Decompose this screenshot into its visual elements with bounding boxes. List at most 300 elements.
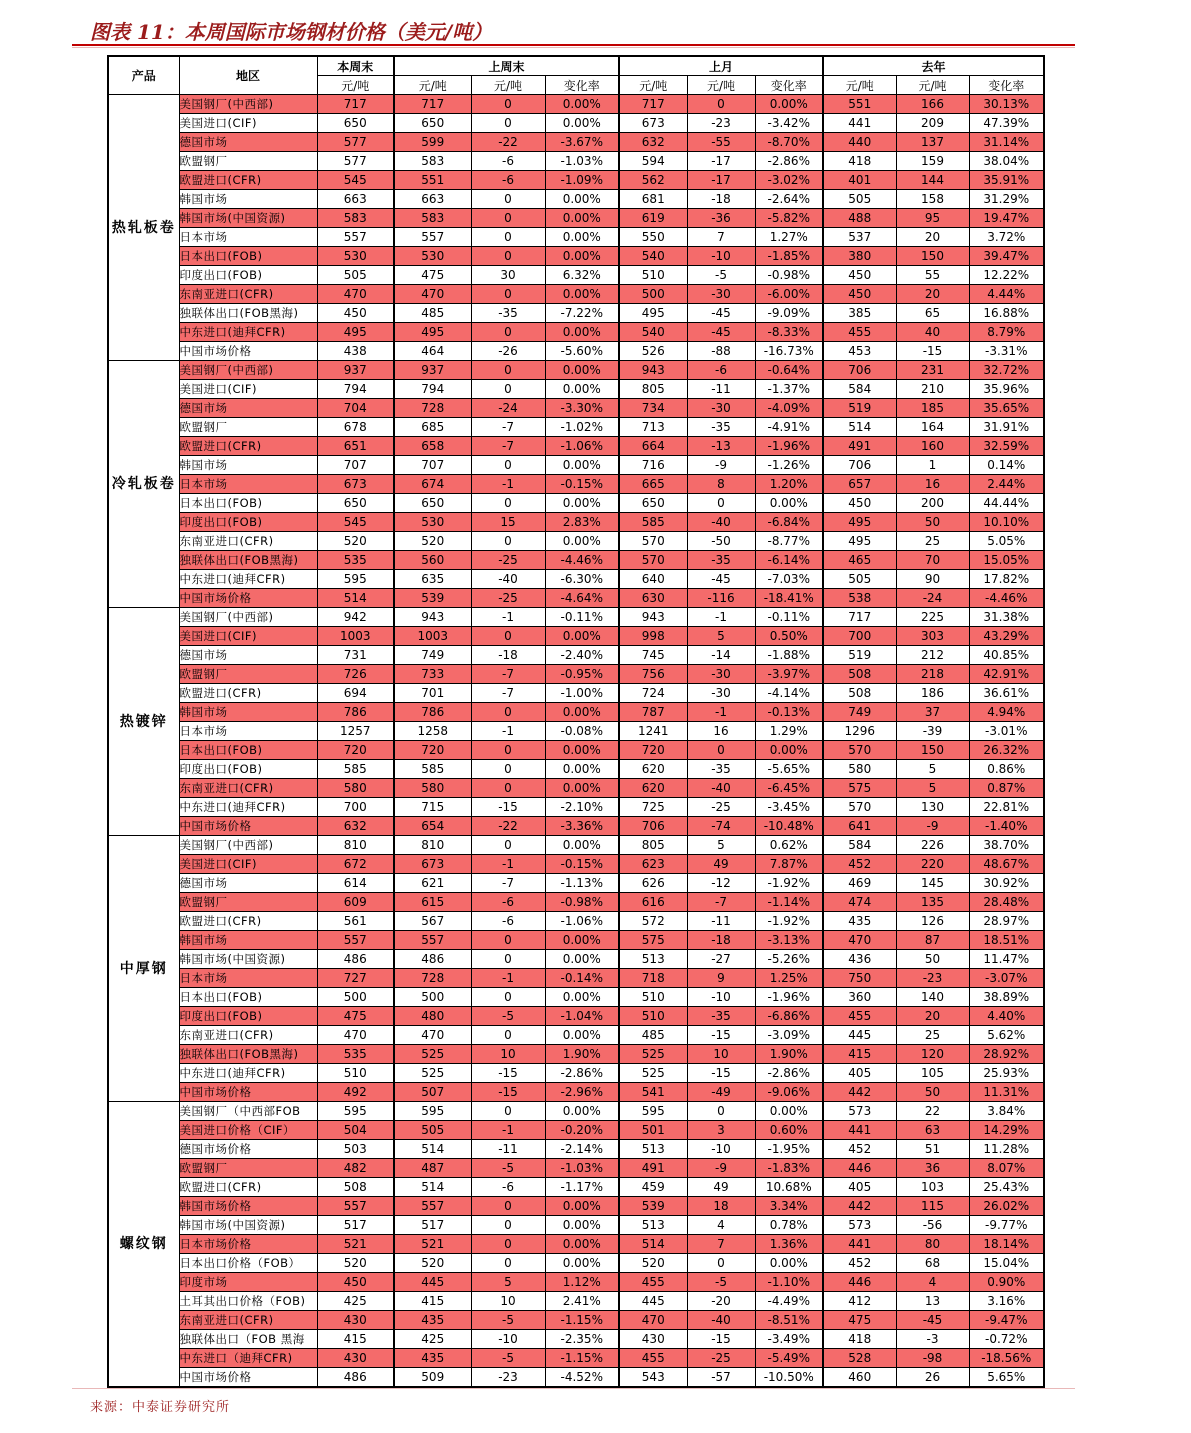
- table-row: [108, 703, 1044, 722]
- last-year-diff: 80: [896, 1235, 969, 1254]
- last-week-diff: -7: [471, 418, 545, 437]
- last-year-rate: 4.94%: [969, 703, 1044, 722]
- this-week-price: 425: [317, 1292, 394, 1311]
- last-week-diff: 0: [471, 627, 545, 646]
- last-week-price: 943: [394, 608, 471, 627]
- region-cell: 独联体出口(FOB黑海): [179, 1045, 317, 1064]
- region-cell: 韩国市场(中国资源): [179, 950, 317, 969]
- region-cell: 独联体出口(FOB黑海): [179, 551, 317, 570]
- this-week-price: 577: [317, 152, 394, 171]
- region-cell: 欧盟进口(CFR): [179, 1178, 317, 1197]
- last-month-diff: -7: [687, 893, 755, 912]
- last-month-rate: -4.49%: [755, 1292, 823, 1311]
- region-cell: 东南亚进口(CFR): [179, 532, 317, 551]
- last-week-price: 425: [394, 1330, 471, 1349]
- last-month-diff: 4: [687, 1216, 755, 1235]
- last-month-diff: -17: [687, 171, 755, 190]
- last-week-rate: 1.12%: [545, 1273, 619, 1292]
- last-week-diff: -1: [471, 475, 545, 494]
- last-year-rate: 26.32%: [969, 741, 1044, 760]
- table-row: [108, 855, 1044, 874]
- last-year-price: 405: [823, 1178, 896, 1197]
- last-month-rate: -3.97%: [755, 665, 823, 684]
- last-month-diff: 5: [687, 627, 755, 646]
- last-week-diff: -6: [471, 893, 545, 912]
- last-month-rate: 1.90%: [755, 1045, 823, 1064]
- last-year-diff: 40: [896, 323, 969, 342]
- last-year-diff: 87: [896, 931, 969, 950]
- last-year-price: 469: [823, 874, 896, 893]
- table-row: [108, 551, 1044, 570]
- last-week-diff: 0: [471, 836, 545, 855]
- last-year-diff: 36: [896, 1159, 969, 1178]
- last-year-diff: 70: [896, 551, 969, 570]
- last-month-price: 664: [619, 437, 687, 456]
- title-rule: [72, 44, 1075, 46]
- last-week-diff: 0: [471, 323, 545, 342]
- this-week-price: 717: [317, 95, 394, 114]
- last-year-diff: 303: [896, 627, 969, 646]
- this-week-price: 492: [317, 1083, 394, 1102]
- region-cell: 德国市场: [179, 874, 317, 893]
- this-week-price: 694: [317, 684, 394, 703]
- last-week-diff: 10: [471, 1292, 545, 1311]
- last-year-diff: 95: [896, 209, 969, 228]
- region-cell: 印度出口(FOB): [179, 266, 317, 285]
- last-week-diff: -35: [471, 304, 545, 323]
- this-week-price: 673: [317, 475, 394, 494]
- last-month-diff: 7: [687, 228, 755, 247]
- region-cell: 东南亚进口(CFR): [179, 1026, 317, 1045]
- last-week-diff: -22: [471, 133, 545, 152]
- table-row: [108, 513, 1044, 532]
- last-month-rate: -6.86%: [755, 1007, 823, 1026]
- last-month-rate: -5.26%: [755, 950, 823, 969]
- last-month-price: 595: [619, 1102, 687, 1121]
- last-year-rate: -4.46%: [969, 589, 1044, 608]
- table-row: [108, 380, 1044, 399]
- last-year-rate: 16.88%: [969, 304, 1044, 323]
- last-week-rate: 0.00%: [545, 1254, 619, 1273]
- region-cell: 东南亚进口(CFR): [179, 1311, 317, 1330]
- region-cell: 韩国市场: [179, 190, 317, 209]
- last-year-rate: -9.77%: [969, 1216, 1044, 1235]
- last-month-price: 485: [619, 1026, 687, 1045]
- last-year-rate: 3.16%: [969, 1292, 1044, 1311]
- table-row: [108, 570, 1044, 589]
- last-week-rate: 2.41%: [545, 1292, 619, 1311]
- header-region: 地区: [179, 56, 317, 95]
- last-year-price: 749: [823, 703, 896, 722]
- last-week-price: 650: [394, 494, 471, 513]
- last-week-price: 525: [394, 1045, 471, 1064]
- last-week-price: 505: [394, 1121, 471, 1140]
- last-year-rate: 44.44%: [969, 494, 1044, 513]
- last-week-rate: 0.00%: [545, 456, 619, 475]
- last-month-price: 594: [619, 152, 687, 171]
- last-month-diff: -36: [687, 209, 755, 228]
- last-month-rate: 1.29%: [755, 722, 823, 741]
- last-week-diff: 0: [471, 1026, 545, 1045]
- this-week-price: 415: [317, 1330, 394, 1349]
- table-row: [108, 342, 1044, 361]
- region-cell: 中国市场价格: [179, 1083, 317, 1102]
- last-year-diff: 160: [896, 437, 969, 456]
- this-week-price: 727: [317, 969, 394, 988]
- last-month-diff: -15: [687, 1330, 755, 1349]
- table-row: [108, 171, 1044, 190]
- last-year-diff: 16: [896, 475, 969, 494]
- table-row: [108, 1216, 1044, 1235]
- last-week-rate: 0.00%: [545, 779, 619, 798]
- last-week-rate: -2.35%: [545, 1330, 619, 1349]
- header-unit: 元/吨: [687, 76, 755, 95]
- last-month-rate: -3.09%: [755, 1026, 823, 1045]
- last-week-diff: 0: [471, 1197, 545, 1216]
- this-week-price: 486: [317, 950, 394, 969]
- last-month-price: 513: [619, 1140, 687, 1159]
- last-month-rate: -5.82%: [755, 209, 823, 228]
- last-week-rate: -0.14%: [545, 969, 619, 988]
- last-month-diff: -50: [687, 532, 755, 551]
- region-cell: 中国市场价格: [179, 1368, 317, 1388]
- product-category: 热镀锌: [108, 608, 179, 836]
- last-week-price: 415: [394, 1292, 471, 1311]
- last-year-diff: -98: [896, 1349, 969, 1368]
- last-week-price: 530: [394, 513, 471, 532]
- last-month-price: 623: [619, 855, 687, 874]
- table-row: [108, 304, 1044, 323]
- last-month-price: 805: [619, 836, 687, 855]
- last-year-price: 750: [823, 969, 896, 988]
- table-row: [108, 1026, 1044, 1045]
- last-month-price: 616: [619, 893, 687, 912]
- source-rule: [72, 1388, 1075, 1389]
- last-week-diff: -26: [471, 342, 545, 361]
- table-row: [108, 722, 1044, 741]
- last-month-price: 513: [619, 950, 687, 969]
- last-week-diff: 0: [471, 114, 545, 133]
- last-year-diff: -24: [896, 589, 969, 608]
- last-week-price: 475: [394, 266, 471, 285]
- last-year-rate: 15.04%: [969, 1254, 1044, 1273]
- this-week-price: 530: [317, 247, 394, 266]
- region-cell: 欧盟钢厂: [179, 418, 317, 437]
- last-month-diff: 0: [687, 494, 755, 513]
- last-year-price: 452: [823, 855, 896, 874]
- last-year-diff: -9: [896, 817, 969, 836]
- this-week-price: 504: [317, 1121, 394, 1140]
- last-month-diff: -45: [687, 304, 755, 323]
- table-row: [108, 779, 1044, 798]
- last-week-rate: -1.17%: [545, 1178, 619, 1197]
- last-month-diff: -27: [687, 950, 755, 969]
- last-year-price: 1296: [823, 722, 896, 741]
- last-week-price: 595: [394, 1102, 471, 1121]
- table-row: [108, 760, 1044, 779]
- table-row: [108, 1178, 1044, 1197]
- last-year-rate: 38.70%: [969, 836, 1044, 855]
- last-week-diff: 0: [471, 380, 545, 399]
- table-row: [108, 1102, 1044, 1121]
- last-year-price: 505: [823, 190, 896, 209]
- this-week-price: 482: [317, 1159, 394, 1178]
- header-change-rate: 变化率: [545, 76, 619, 95]
- header-product: 产品: [108, 56, 179, 95]
- last-week-rate: 0.00%: [545, 361, 619, 380]
- last-week-rate: -1.06%: [545, 437, 619, 456]
- title-rule-thin: [72, 47, 1075, 48]
- last-month-diff: -18: [687, 931, 755, 950]
- header-unit: 元/吨: [896, 76, 969, 95]
- region-cell: 韩国市场(中国资源): [179, 209, 317, 228]
- region-cell: 欧盟进口(CFR): [179, 912, 317, 931]
- last-month-diff: -25: [687, 798, 755, 817]
- last-week-diff: -6: [471, 171, 545, 190]
- last-week-rate: -2.14%: [545, 1140, 619, 1159]
- last-month-diff: -15: [687, 1026, 755, 1045]
- last-month-diff: 16: [687, 722, 755, 741]
- last-year-price: 452: [823, 1140, 896, 1159]
- table-row: [108, 1349, 1044, 1368]
- last-week-diff: -5: [471, 1349, 545, 1368]
- last-year-price: 474: [823, 893, 896, 912]
- last-week-rate: 2.83%: [545, 513, 619, 532]
- header-change-rate: 变化率: [755, 76, 823, 95]
- last-year-diff: 55: [896, 266, 969, 285]
- last-year-rate: 28.48%: [969, 893, 1044, 912]
- last-year-diff: 103: [896, 1178, 969, 1197]
- last-month-rate: 0.78%: [755, 1216, 823, 1235]
- last-year-diff: 135: [896, 893, 969, 912]
- last-year-rate: 18.51%: [969, 931, 1044, 950]
- last-year-diff: 65: [896, 304, 969, 323]
- table-body: [108, 95, 1044, 1388]
- last-year-price: 519: [823, 646, 896, 665]
- region-cell: 日本出口(FOB): [179, 494, 317, 513]
- last-week-diff: 0: [471, 1102, 545, 1121]
- last-week-rate: -1.03%: [545, 152, 619, 171]
- last-month-price: 525: [619, 1045, 687, 1064]
- table-row: [108, 950, 1044, 969]
- this-week-price: 937: [317, 361, 394, 380]
- table-row: [108, 684, 1044, 703]
- table-row: [108, 437, 1044, 456]
- last-year-rate: 11.31%: [969, 1083, 1044, 1102]
- last-year-rate: 8.07%: [969, 1159, 1044, 1178]
- last-month-price: 718: [619, 969, 687, 988]
- this-week-price: 450: [317, 304, 394, 323]
- last-week-price: 794: [394, 380, 471, 399]
- last-month-price: 470: [619, 1311, 687, 1330]
- last-year-diff: 231: [896, 361, 969, 380]
- last-week-rate: 0.00%: [545, 1102, 619, 1121]
- table-row: [108, 285, 1044, 304]
- last-week-price: 520: [394, 1254, 471, 1273]
- last-week-rate: -5.60%: [545, 342, 619, 361]
- last-month-diff: -11: [687, 912, 755, 931]
- last-year-rate: 35.96%: [969, 380, 1044, 399]
- table-row: [108, 1064, 1044, 1083]
- this-week-price: 580: [317, 779, 394, 798]
- region-cell: 德国市场: [179, 133, 317, 152]
- last-year-diff: 50: [896, 513, 969, 532]
- this-week-price: 704: [317, 399, 394, 418]
- last-month-diff: -45: [687, 323, 755, 342]
- region-cell: 美国进口价格（CIF）: [179, 1121, 317, 1140]
- table-row: [108, 912, 1044, 931]
- last-year-rate: 31.29%: [969, 190, 1044, 209]
- region-cell: 日本出口(FOB): [179, 741, 317, 760]
- this-week-price: 503: [317, 1140, 394, 1159]
- last-week-rate: 0.00%: [545, 494, 619, 513]
- source-note: 来源：中泰证券研究所: [90, 1400, 231, 1415]
- last-year-price: 455: [823, 1007, 896, 1026]
- last-year-diff: 212: [896, 646, 969, 665]
- last-year-rate: 5.65%: [969, 1368, 1044, 1388]
- region-cell: 美国进口(CIF): [179, 627, 317, 646]
- last-year-rate: 14.29%: [969, 1121, 1044, 1140]
- last-year-diff: 5: [896, 760, 969, 779]
- table-row: [108, 1007, 1044, 1026]
- last-month-diff: -30: [687, 399, 755, 418]
- last-month-price: 510: [619, 1007, 687, 1026]
- table-row: [108, 893, 1044, 912]
- last-month-diff: -5: [687, 1273, 755, 1292]
- last-week-rate: 0.00%: [545, 114, 619, 133]
- last-year-rate: 36.61%: [969, 684, 1044, 703]
- last-year-diff: 68: [896, 1254, 969, 1273]
- last-week-diff: -23: [471, 1368, 545, 1388]
- last-year-diff: 200: [896, 494, 969, 513]
- last-week-price: 720: [394, 741, 471, 760]
- table-row: [108, 1292, 1044, 1311]
- table-row: [108, 399, 1044, 418]
- last-month-diff: -45: [687, 570, 755, 589]
- last-year-price: 573: [823, 1102, 896, 1121]
- region-cell: 欧盟钢厂: [179, 152, 317, 171]
- last-week-diff: 15: [471, 513, 545, 532]
- last-year-price: 446: [823, 1159, 896, 1178]
- last-year-diff: -45: [896, 1311, 969, 1330]
- last-week-rate: 0.00%: [545, 627, 619, 646]
- last-month-diff: -74: [687, 817, 755, 836]
- last-week-price: 509: [394, 1368, 471, 1388]
- last-year-rate: 28.92%: [969, 1045, 1044, 1064]
- this-week-price: 475: [317, 1007, 394, 1026]
- last-year-diff: 137: [896, 133, 969, 152]
- last-week-diff: 0: [471, 950, 545, 969]
- last-week-rate: 6.32%: [545, 266, 619, 285]
- last-month-price: 510: [619, 266, 687, 285]
- this-week-price: 470: [317, 1026, 394, 1045]
- last-year-diff: 159: [896, 152, 969, 171]
- last-week-diff: -22: [471, 817, 545, 836]
- last-month-rate: -5.65%: [755, 760, 823, 779]
- region-cell: 韩国市场: [179, 456, 317, 475]
- last-month-price: 716: [619, 456, 687, 475]
- last-week-price: 673: [394, 855, 471, 874]
- last-month-diff: 49: [687, 1178, 755, 1197]
- last-week-diff: -1: [471, 608, 545, 627]
- header-this-week: 本周末: [317, 56, 394, 76]
- last-week-diff: -5: [471, 1311, 545, 1330]
- last-year-rate: 17.82%: [969, 570, 1044, 589]
- last-year-diff: -3: [896, 1330, 969, 1349]
- last-week-rate: -2.10%: [545, 798, 619, 817]
- last-month-price: 562: [619, 171, 687, 190]
- last-week-rate: 0.00%: [545, 741, 619, 760]
- last-month-price: 673: [619, 114, 687, 133]
- last-year-rate: 0.87%: [969, 779, 1044, 798]
- last-week-rate: 1.90%: [545, 1045, 619, 1064]
- last-week-rate: -0.98%: [545, 893, 619, 912]
- table-row: [108, 817, 1044, 836]
- last-month-diff: 0: [687, 741, 755, 760]
- table-row: [108, 95, 1044, 114]
- table-row: [108, 589, 1044, 608]
- last-week-price: 663: [394, 190, 471, 209]
- last-year-price: 405: [823, 1064, 896, 1083]
- last-month-rate: -6.14%: [755, 551, 823, 570]
- last-week-price: 470: [394, 285, 471, 304]
- last-week-rate: 0.00%: [545, 532, 619, 551]
- last-month-price: 585: [619, 513, 687, 532]
- last-month-diff: 0: [687, 1102, 755, 1121]
- table-row: [108, 988, 1044, 1007]
- last-year-diff: 4: [896, 1273, 969, 1292]
- region-cell: 德国市场: [179, 646, 317, 665]
- last-year-diff: 25: [896, 532, 969, 551]
- last-week-price: 1003: [394, 627, 471, 646]
- last-year-rate: 3.72%: [969, 228, 1044, 247]
- last-year-rate: 35.65%: [969, 399, 1044, 418]
- last-year-price: 470: [823, 931, 896, 950]
- this-week-price: 521: [317, 1235, 394, 1254]
- this-week-price: 535: [317, 1045, 394, 1064]
- last-week-rate: -1.06%: [545, 912, 619, 931]
- last-year-diff: 90: [896, 570, 969, 589]
- last-year-diff: 210: [896, 380, 969, 399]
- region-cell: 日本出口(FOB): [179, 247, 317, 266]
- region-cell: 韩国市场: [179, 703, 317, 722]
- last-month-rate: -0.64%: [755, 361, 823, 380]
- region-cell: 日本市场价格: [179, 1235, 317, 1254]
- last-month-rate: -9.06%: [755, 1083, 823, 1102]
- last-year-diff: 225: [896, 608, 969, 627]
- this-week-price: 609: [317, 893, 394, 912]
- this-week-price: 577: [317, 133, 394, 152]
- last-month-rate: -0.11%: [755, 608, 823, 627]
- last-week-rate: 0.00%: [545, 988, 619, 1007]
- last-month-price: 619: [619, 209, 687, 228]
- last-month-rate: -8.77%: [755, 532, 823, 551]
- this-week-price: 520: [317, 1254, 394, 1273]
- last-year-price: 442: [823, 1083, 896, 1102]
- last-year-price: 573: [823, 1216, 896, 1235]
- last-year-price: 453: [823, 342, 896, 361]
- last-year-price: 446: [823, 1273, 896, 1292]
- this-week-price: 672: [317, 855, 394, 874]
- last-week-diff: 10: [471, 1045, 545, 1064]
- last-year-price: 519: [823, 399, 896, 418]
- last-week-rate: -1.15%: [545, 1349, 619, 1368]
- last-week-rate: -6.30%: [545, 570, 619, 589]
- last-month-price: 540: [619, 323, 687, 342]
- table-row: [108, 228, 1044, 247]
- this-week-price: 707: [317, 456, 394, 475]
- last-week-price: 715: [394, 798, 471, 817]
